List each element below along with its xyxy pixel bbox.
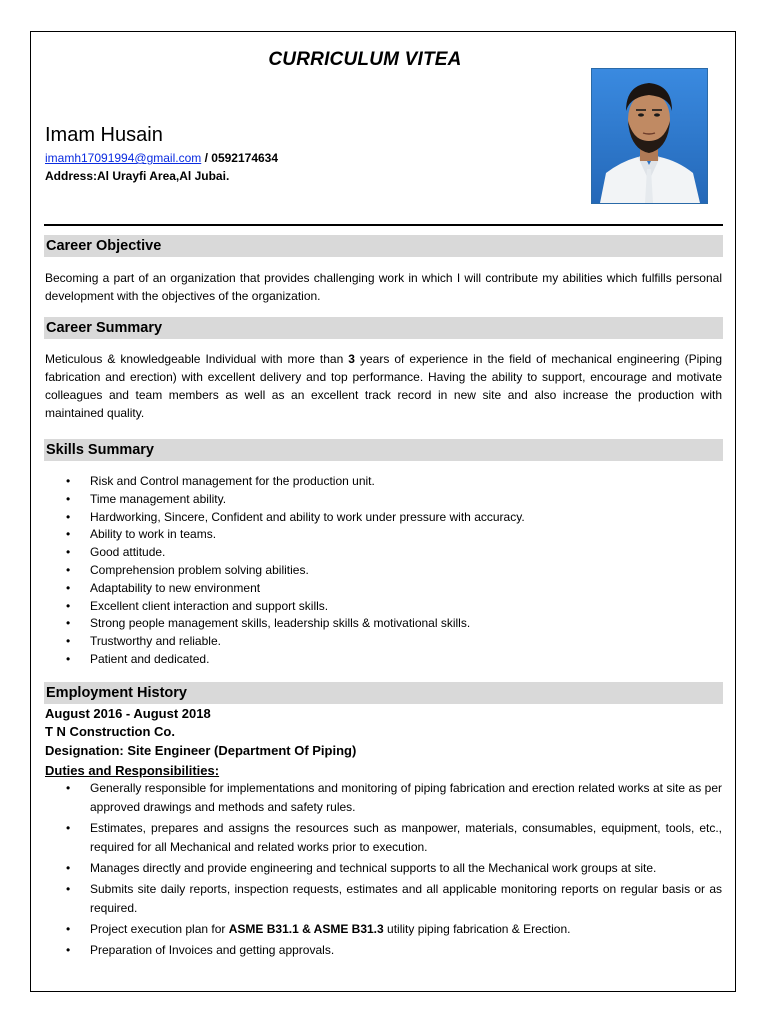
document-title: CURRICULUM VITEA [268,49,462,70]
job-designation: Designation: Site Engineer (Department Of Piping) [45,743,357,758]
portrait-image [592,69,707,203]
candidate-name: Imam Husain [45,124,163,146]
duty-item: • Preparation of Invoices and getting approvals. [45,941,722,960]
skill-item: • Time management ability. [45,491,722,509]
skill-item: • Good attitude. [45,544,722,562]
skill-item: • Comprehension problem solving abilities. [45,562,722,580]
duty-item: • Generally responsible for implementations and monitoring of piping fabrication and erection related works at site as per approved drawings and methods and safety rules. [45,779,722,817]
section-heading-skills-summary: Skills Summary [44,439,723,461]
phone-number: 0592174634 [211,151,279,165]
section-heading-career-summary: Career Summary [44,317,723,339]
profile-photo [591,68,708,204]
duty-item: • Manages directly and provide engineering and technical supports to all the Mechanical work groups at site. [45,859,722,878]
duty-standard: ASME B31.1 & ASME B31.3 [228,922,384,936]
duty-item: • Submits site daily reports, inspection requests, estimates and all applicable monitoring reports on regular basis or as required. [45,880,722,918]
skills-list [45,473,722,669]
career-objective-text: Becoming a part of an organization that provides challenging work in which I will contribute my abilities which fulfills personal development with the objectives of the organization. [45,271,722,303]
duties-list [45,779,722,962]
duties-heading: Duties and Responsibilities: [45,763,220,778]
skill-item: • Hardworking, Sincere, Confident and ability to work under pressure with accuracy. [45,509,722,527]
employer-name: T N Construction Co. [45,724,175,739]
employment-period: August 2016 - August 2018 [45,706,211,721]
duty-item [45,920,722,939]
contact-line [45,151,278,165]
summary-years: 3 [348,352,355,366]
skill-item: • Trustworthy and reliable. [45,633,722,651]
duty-text-part: Project execution plan for [90,922,229,936]
summary-text-part: Meticulous & knowledgeable Individual with more than [45,352,349,366]
summary-text-part: years of experience in the field of mechanical engineering (Piping fabrication and erection) with excellent delivery and top performance. Having the ability to support, encourage and motivate colleagues and team members as well as an excellent track record in new site and also increase the production with maintained quality. [45,352,722,420]
skill-item: • Risk and Control management for the production unit. [45,473,722,491]
section-heading-career-objective: Career Objective [44,235,723,257]
duty-text-part: utility piping fabrication & Erection. [383,922,571,936]
skill-item: • Excellent client interaction and support skills. [45,598,722,616]
header-divider [44,224,723,226]
skill-item: • Adaptability to new environment [45,580,722,598]
skill-item: • Patient and dedicated. [45,651,722,669]
contact-separator: / [201,151,212,165]
duty-item: • Estimates, prepares and assigns the resources such as manpower, materials, consumables, equipment, tools, etc., required for all Mechanical and related works prior to execution. [45,819,722,857]
address-line: Address:Al Urayfi Area,Al Jubai. [45,169,230,183]
skill-item: • Strong people management skills, leadership skills & motivational skills. [45,615,722,633]
section-heading-employment-history: Employment History [44,682,723,704]
email-link[interactable]: imamh17091994@gmail.com [45,151,202,165]
career-summary-text [45,350,722,422]
skill-item: • Ability to work in teams. [45,526,722,544]
